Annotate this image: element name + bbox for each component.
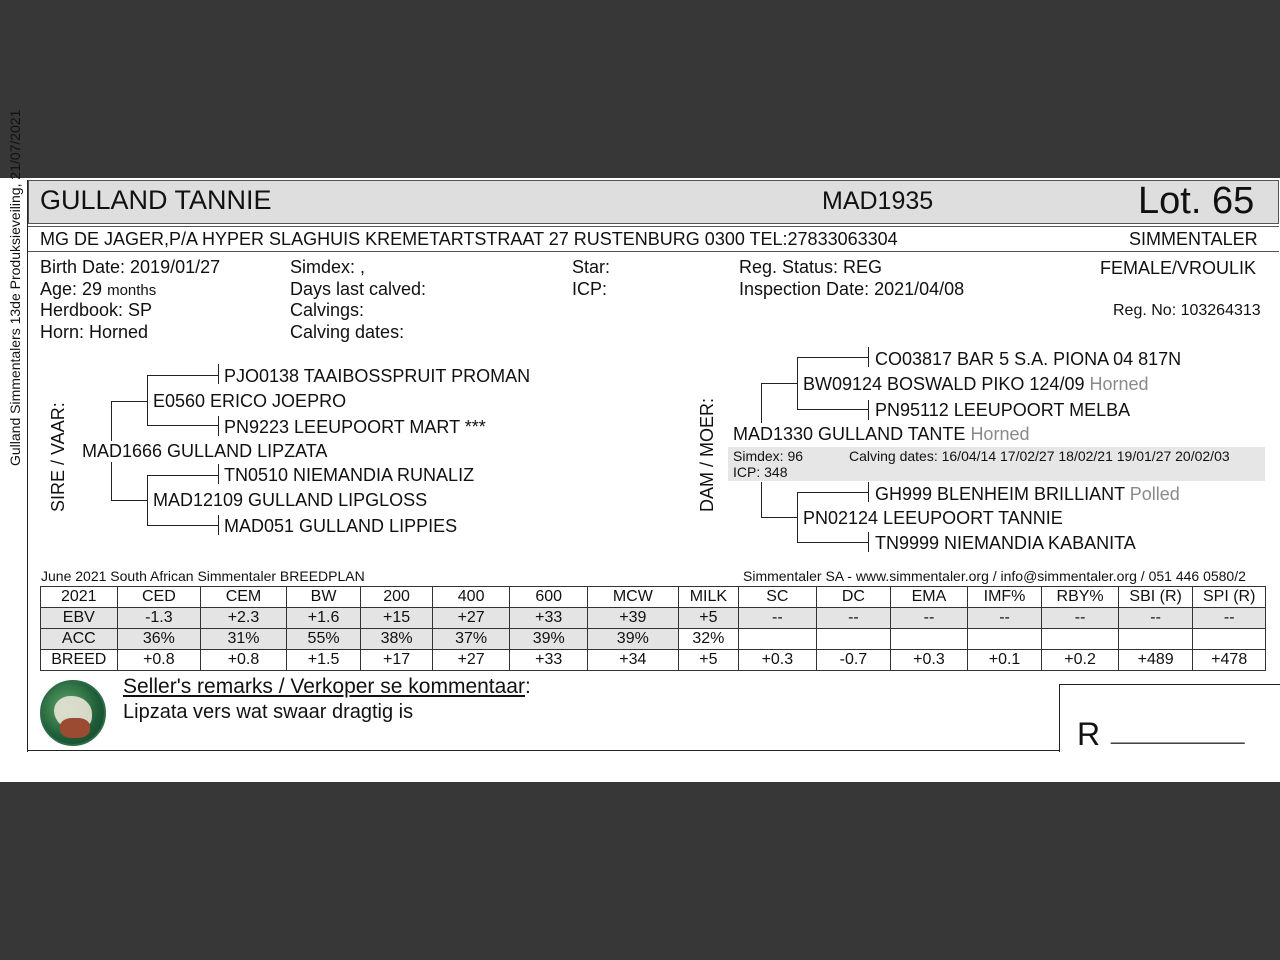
acc-cell <box>1042 629 1119 650</box>
simmentaler-logo-icon <box>40 680 106 746</box>
breed-cell: +17 <box>361 650 433 671</box>
ebv-cell: -1.3 <box>117 608 201 629</box>
dam-dam-sire-horn: Polled <box>1129 484 1180 504</box>
tree-line <box>147 475 148 526</box>
ebv-table <box>40 586 1266 671</box>
tree-line <box>147 425 219 426</box>
ebv-cell: -- <box>1193 608 1266 629</box>
age-unit: months <box>107 282 157 299</box>
sire-dam-sire: TN0510 NIEMANDIA RUNALIZ <box>224 465 475 485</box>
ebv-cell: +1.6 <box>286 608 361 629</box>
ebv-cell: EBV <box>41 608 118 629</box>
breed: SIMMENTALER <box>1129 229 1258 249</box>
tree-line <box>761 383 762 423</box>
breed-cell: BREED <box>41 650 118 671</box>
tree-line <box>797 357 869 358</box>
tree-line <box>868 347 869 367</box>
remarks-heading-text: Seller's remarks / Verkoper se kommentaar <box>123 675 525 698</box>
tree-line <box>797 492 869 493</box>
acc-cell <box>891 629 968 650</box>
acc-cell <box>967 629 1042 650</box>
dam-calving-dates: Calving dates: 16/04/14 17/02/27 18/02/21 19/01/27 20/02/03 <box>849 448 1230 464</box>
breed-cell: -0.7 <box>816 650 891 671</box>
logo-cow-shape <box>60 718 90 738</box>
acc-cell <box>739 629 817 650</box>
sex: FEMALE/VROULIK <box>1100 258 1257 278</box>
ebv-header-cell: MILK <box>678 587 738 608</box>
animal-id: MAD1935 <box>822 187 934 215</box>
sire-label: SIRE / VAAR: <box>48 402 68 512</box>
ebv-header-cell: CED <box>117 587 201 608</box>
ebv-header-cell: 400 <box>432 587 510 608</box>
acc-cell: 38% <box>361 629 433 650</box>
tree-line <box>111 401 148 402</box>
ebv-row <box>41 608 1266 629</box>
ebv-header-cell: SC <box>739 587 817 608</box>
animal-name: GULLAND TANNIE <box>40 185 272 215</box>
tree-line <box>218 515 219 535</box>
acc-cell: 36% <box>117 629 201 650</box>
remarks-bottom-line <box>28 750 1060 751</box>
reg-no: Reg. No: 103264313 <box>1113 302 1261 319</box>
breedplan-source: June 2021 South African Simmentaler BREEDPLAN <box>41 568 365 584</box>
ebv-cell: -- <box>1042 608 1119 629</box>
sire: MAD1666 GULLAND LIPZATA <box>82 441 328 461</box>
icp: ICP: <box>572 279 608 299</box>
tree-line <box>797 542 869 543</box>
dam-label: DAM / MOER: <box>697 397 717 512</box>
ebv-header-cell: CEM <box>201 587 287 608</box>
breed-cell: +0.3 <box>739 650 817 671</box>
remarks-heading-colon: : <box>524 675 531 698</box>
breed-cell: +5 <box>678 650 738 671</box>
tree-line <box>218 416 219 436</box>
dam-dam-sire-name: GH999 BLENHEIM BRILLIANT <box>875 484 1125 504</box>
herdbook: Herdbook: SP <box>40 300 153 320</box>
sire-sire-sire: PJO0138 TAAIBOSSPRUIT PROMAN <box>224 366 531 386</box>
breed-cell: +0.1 <box>967 650 1042 671</box>
acc-row <box>41 629 1266 650</box>
dam-sire-sire: CO03817 BAR 5 S.A. PIONA 04 817N <box>875 349 1182 369</box>
tree-line <box>218 464 219 484</box>
age <box>40 279 156 300</box>
acc-cell: ACC <box>41 629 118 650</box>
ebv-header-cell: EMA <box>891 587 968 608</box>
tree-line <box>147 375 219 376</box>
days-last-calved: Days last calved: <box>290 279 427 299</box>
ebv-header-cell: 200 <box>361 587 433 608</box>
breed-cell: +0.3 <box>891 650 968 671</box>
inspection-date: Inspection Date: 2021/04/08 <box>739 279 965 299</box>
breed-cell: +478 <box>1193 650 1266 671</box>
remarks-text: Lipzata vers wat swaar dragtig is <box>123 701 414 723</box>
ebv-cell: +39 <box>587 608 678 629</box>
ebv-cell: +5 <box>678 608 738 629</box>
ebv-cell: -- <box>739 608 817 629</box>
calving-dates: Calving dates: <box>290 322 405 342</box>
ebv-header-cell: IMF% <box>967 587 1042 608</box>
simdex: Simdex: , <box>290 257 366 277</box>
breed-cell: +0.8 <box>201 650 287 671</box>
ebv-cell: +2.3 <box>201 608 287 629</box>
owner-address: MG DE JAGER,P/A HYPER SLAGHUIS KREMETARTSTRAAT 27 RUSTENBURG 0300 TEL:27833063304 <box>40 229 898 249</box>
reg-status: Reg. Status: REG <box>739 257 883 277</box>
ebv-cell: -- <box>891 608 968 629</box>
tree-line <box>761 517 798 518</box>
dam-dam: PN02124 LEEUPOORT TANNIE <box>803 508 1063 528</box>
dam-sire <box>803 374 1149 395</box>
remarks-heading <box>123 675 531 699</box>
tree-line <box>147 525 219 526</box>
breed-cell: +27 <box>432 650 510 671</box>
sire-sire: E0560 ERICO JOEPRO <box>153 391 347 411</box>
calvings: Calvings: <box>290 300 365 320</box>
sire-sire-dam: PN9223 LEEUPOORT MART *** <box>224 417 486 437</box>
breed-cell: +34 <box>587 650 678 671</box>
dam-icp: ICP: 348 <box>733 464 788 480</box>
dam-dam-dam: TN9999 NIEMANDIA KABANITA <box>875 533 1136 553</box>
tree-line <box>868 482 869 502</box>
dam-name: MAD1330 GULLAND TANTE <box>733 424 966 444</box>
tree-line <box>147 475 219 476</box>
ebv-header-cell: SPI (R) <box>1193 587 1266 608</box>
tree-line <box>868 532 869 552</box>
ebv-cell: +15 <box>361 608 433 629</box>
acc-cell <box>1118 629 1193 650</box>
ebv-header-cell: 2021 <box>41 587 118 608</box>
lot-number: Lot. 65 <box>1138 180 1255 222</box>
ebv-header-row <box>41 587 1266 608</box>
dam-simdex: Simdex: 96 <box>733 448 804 464</box>
dam-sire-dam: PN95112 LEEUPOORT MELBA <box>875 400 1131 420</box>
acc-cell: 39% <box>510 629 588 650</box>
breed-cell: +489 <box>1118 650 1193 671</box>
star: Star: <box>572 257 611 277</box>
ebv-header-cell: 600 <box>510 587 588 608</box>
horn: Horn: Horned <box>40 322 149 342</box>
tree-line <box>868 400 869 420</box>
price-blank-line: __________ <box>1111 718 1245 745</box>
breedplan-contact: Simmentaler SA - www.simmentaler.org / info@simmentaler.org / 051 446 0580/2 <box>743 568 1246 584</box>
dam-dam-sire <box>875 484 1180 505</box>
ebv-header-cell: BW <box>286 587 361 608</box>
age-value: Age: 29 <box>40 279 103 299</box>
acc-cell: 39% <box>587 629 678 650</box>
tree-line <box>111 500 148 501</box>
tree-line <box>761 482 762 518</box>
tree-line <box>797 492 798 543</box>
tree-line <box>797 409 869 410</box>
sire-dam: MAD12109 GULLAND LIPGLOSS <box>153 490 428 510</box>
ebv-cell: -- <box>1118 608 1193 629</box>
acc-cell: 31% <box>201 629 287 650</box>
breed-cell: +1.5 <box>286 650 361 671</box>
ebv-cell: -- <box>967 608 1042 629</box>
ebv-header-cell: DC <box>816 587 891 608</box>
acc-cell: 32% <box>678 629 738 650</box>
tree-line <box>218 364 219 384</box>
acc-cell <box>816 629 891 650</box>
price-currency: R <box>1077 716 1101 752</box>
ebv-header-cell: SBI (R) <box>1118 587 1193 608</box>
dam-sire-horn: Horned <box>1089 374 1149 394</box>
breed-cell: +33 <box>510 650 588 671</box>
breed-row <box>41 650 1266 671</box>
ebv-cell: +33 <box>510 608 588 629</box>
birth-date: Birth Date: 2019/01/27 <box>40 257 221 277</box>
dam <box>733 424 1029 445</box>
dam-horn: Horned <box>970 424 1030 444</box>
sire-dam-dam: MAD051 GULLAND LIPPIES <box>224 516 458 536</box>
tree-line <box>761 383 798 384</box>
breed-cell: +0.8 <box>117 650 201 671</box>
dam-sire-name: BW09124 BOSWALD PIKO 124/09 <box>803 374 1085 394</box>
breed-cell: +0.2 <box>1042 650 1119 671</box>
acc-cell: 37% <box>432 629 510 650</box>
side-caption: Gulland Simmentalers 13de Produksieveiling, 21/07/2021 <box>7 109 23 466</box>
acc-cell <box>1193 629 1266 650</box>
ebv-cell: -- <box>816 608 891 629</box>
ebv-cell: +27 <box>432 608 510 629</box>
ebv-header-cell: MCW <box>587 587 678 608</box>
ebv-header-cell: RBY% <box>1042 587 1119 608</box>
acc-cell: 55% <box>286 629 361 650</box>
